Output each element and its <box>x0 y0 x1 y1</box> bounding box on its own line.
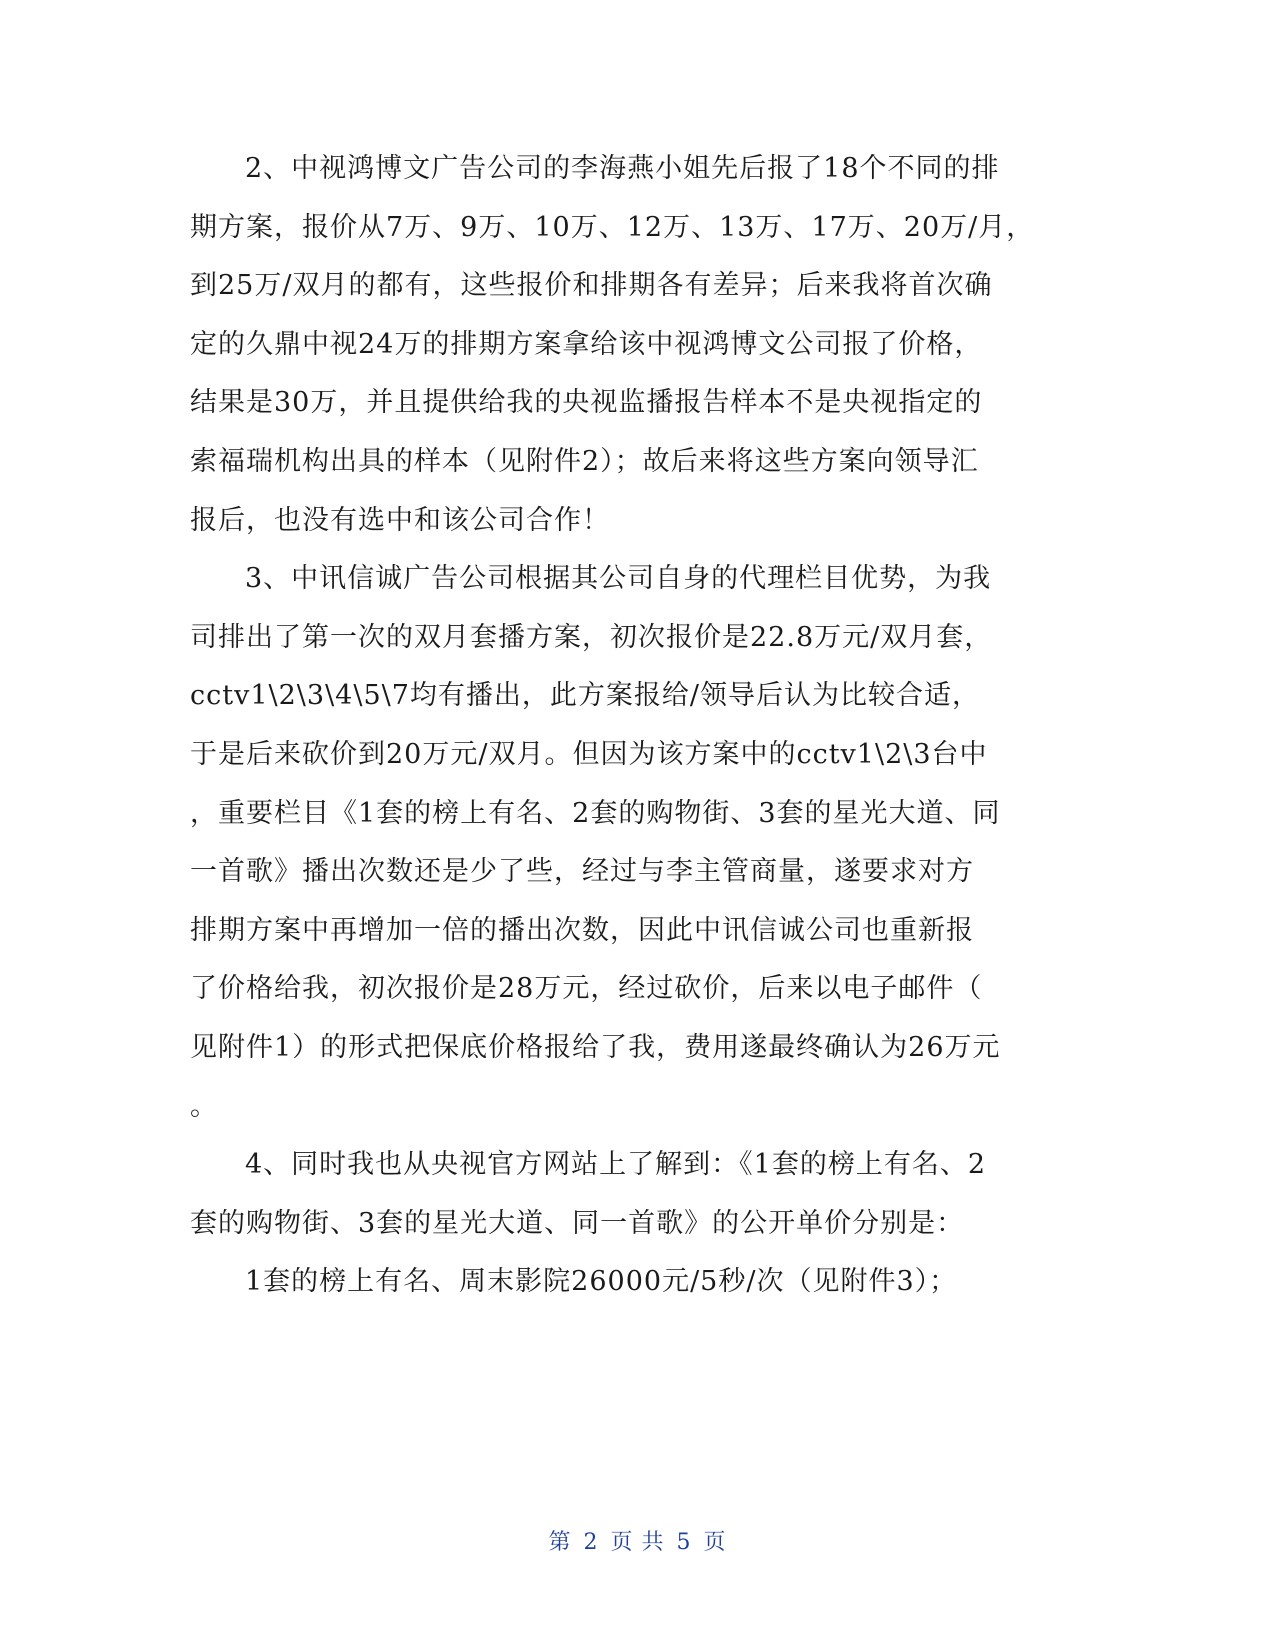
text-line: 司排出了第一次的双月套播方案，初次报价是22.8万元/双月套， <box>190 621 993 653</box>
text-line: 4、同时我也从央视官方网站上了解到：《1套的榜上有名、2 <box>245 1149 987 1181</box>
text-line: 于是后来砍价到20万元/双月。但因为该方案中的cctv1\2\3台中 <box>190 738 988 770</box>
text-line: 索福瑞机构出具的样本（见附件2）；故后来将这些方案向领导汇 <box>190 445 979 477</box>
text-line: 。 <box>190 1090 218 1122</box>
paragraph-price-item <box>190 1253 1070 1312</box>
footer-middle: 页 共 <box>610 1530 665 1555</box>
text-line: ，重要栏目《1套的榜上有名、2套的购物街、3套的星光大道、同 <box>190 797 1001 829</box>
text-line: 结果是30万，并且提供给我的央视监播报告样本不是央视指定的 <box>190 387 983 419</box>
text-line: 报后，也没有选中和该公司合作！ <box>190 504 610 536</box>
text-line: cctv1\2\3\4\5\7均有播出，此方案报给/领导后认为比较合适， <box>190 680 980 712</box>
text-line: 到25万/双月的都有，这些报价和排期各有差异；后来我将首次确 <box>190 270 993 302</box>
text-line: 套的购物街、3套的星光大道、同一首歌》的公开单价分别是： <box>190 1207 965 1239</box>
footer-current-page: 2 <box>583 1530 599 1555</box>
paragraph-3 <box>190 550 1070 1136</box>
text-line: 一首歌》播出次数还是少了些，经过与李主管商量，遂要求对方 <box>190 856 974 888</box>
document-body <box>190 140 1070 1312</box>
paragraph-2 <box>190 140 1070 550</box>
text-line: 期方案，报价从7万、9万、10万、12万、13万、17万、20万/月， <box>190 211 1035 243</box>
text-line: 定的久鼎中视24万的排期方案拿给该中视鸿博文公司报了价格， <box>190 328 983 360</box>
page-number-footer <box>0 1525 1275 1556</box>
text-line: 1套的榜上有名、周末影院26000元/5秒/次（见附件3）； <box>245 1266 958 1298</box>
footer-total-pages: 5 <box>676 1530 692 1555</box>
footer-prefix: 第 <box>548 1530 572 1555</box>
text-line: 排期方案中再增加一倍的播出次数，因此中讯信诚公司也重新报 <box>190 914 974 946</box>
footer-suffix: 页 <box>703 1530 727 1555</box>
text-line: 3、中讯信诚广告公司根据其公司自身的代理栏目优势，为我 <box>245 563 992 595</box>
text-line: 了价格给我，初次报价是28万元，经过砍价，后来以电子邮件（ <box>190 973 983 1005</box>
paragraph-4 <box>190 1136 1070 1253</box>
text-line: 2、中视鸿博文广告公司的李海燕小姐先后报了18个不同的排 <box>245 153 1000 184</box>
text-line: 见附件1）的形式把保底价格报给了我，费用遂最终确认为26万元 <box>190 1031 1001 1063</box>
